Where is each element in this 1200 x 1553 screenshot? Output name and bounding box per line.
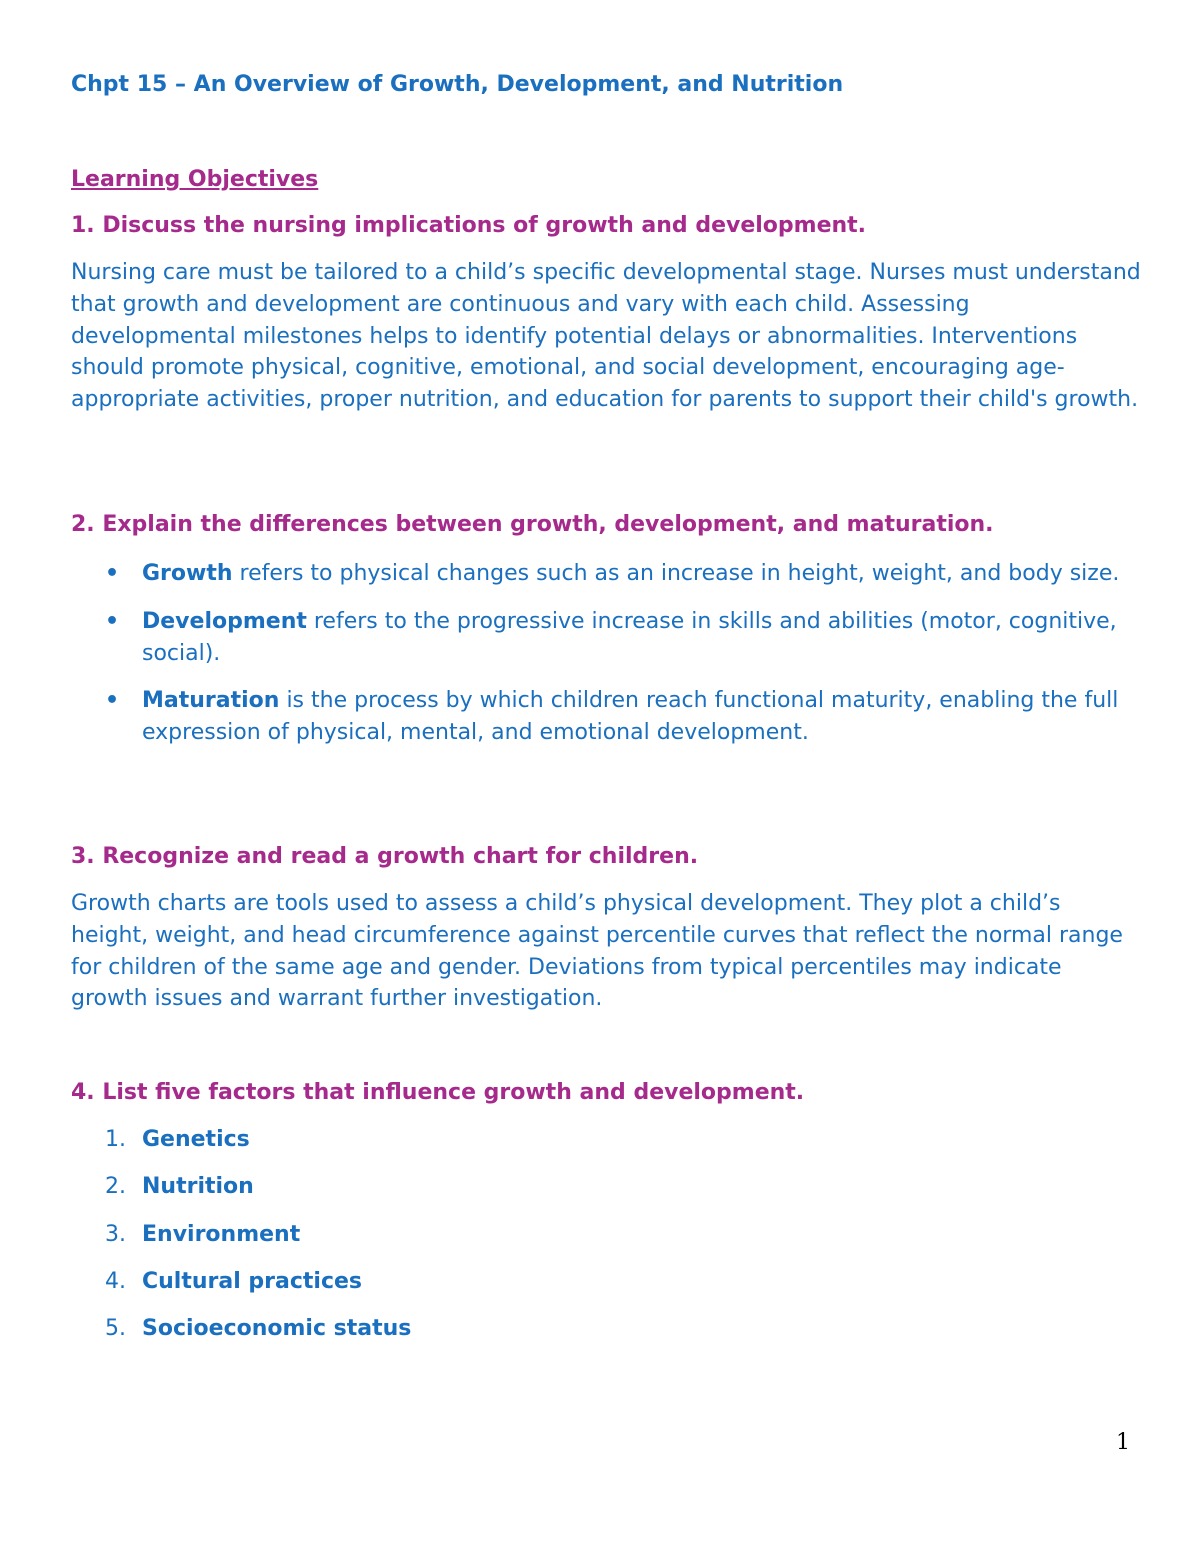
list-item: [71, 1125, 1141, 1172]
list-marker: 5.: [105, 1316, 126, 1342]
factor-label: Environment: [142, 1221, 301, 1247]
factor-label: Socioeconomic status: [142, 1316, 412, 1342]
learning-objectives-heading: Learning Objectives: [71, 167, 319, 192]
list-marker: 3.: [105, 1221, 126, 1247]
document-title: Chpt 15 – An Overview of Growth, Development, and Nutrition: [71, 72, 844, 97]
definition-growth: refers to physical changes such as an increase in height, weight, and body size.: [232, 561, 1120, 586]
objective-1-paragraph: Nursing care must be tailored to a child’s specific developmental stage. Nurses must understand that growth and development are continuous and vary with each child. Assessing developmental milestones helps to identify potential delays or abnormalities. Interventions should promote physical, cognitive, emotional, and social development, encouraging age-appropriate activities, proper nutrition, and education for parents to support their child's growth.: [71, 260, 1141, 413]
definition-maturation: is the process by which children reach functional maturity, enabling the full expression of physical, mental, and emotional development.: [142, 688, 1119, 746]
objective-4-heading: 4. List five factors that influence growth and development.: [71, 1080, 805, 1105]
list-item-development: [71, 606, 1141, 670]
bullet-icon: •: [105, 688, 120, 714]
factor-label: Cultural practices: [142, 1268, 363, 1294]
list-item-maturation: [71, 685, 1141, 749]
term-growth: Growth: [142, 561, 233, 586]
factor-label: Genetics: [142, 1127, 250, 1152]
list-marker: 4.: [105, 1268, 126, 1294]
list-item: [71, 1172, 1141, 1219]
bullet-icon: •: [105, 561, 120, 586]
list-marker: 1.: [105, 1127, 126, 1152]
list-item-growth: [71, 558, 1141, 590]
factors-list: [71, 1125, 1141, 1361]
term-development: Development: [142, 608, 307, 634]
bullet-icon: •: [105, 608, 120, 634]
factor-label: Nutrition: [142, 1174, 254, 1200]
list-item: [71, 1220, 1141, 1267]
list-marker: 2.: [105, 1174, 126, 1200]
page-number: 1: [1116, 1430, 1130, 1455]
objective-3-heading: 3. Recognize and read a growth chart for children.: [71, 844, 699, 869]
definition-development: refers to the progressive increase in skills and abilities (motor, cognitive, social).: [142, 608, 1117, 666]
definitions-list: [71, 558, 1141, 765]
objective-3-paragraph: Growth charts are tools used to assess a child’s physical development. They plot a child’s height, weight, and head circumference against percentile curves that reflect the normal range for children of the same age and gender. Deviations from typical percentiles may indicate growth issues and warrant further investigation.: [71, 891, 1123, 1012]
term-maturation: Maturation: [142, 688, 280, 714]
objective-1-heading: 1. Discuss the nursing implications of growth and development.: [71, 213, 867, 238]
list-item: [71, 1267, 1141, 1314]
list-item: [71, 1314, 1141, 1361]
objective-2-heading: 2. Explain the differences between growth, development, and maturation.: [71, 512, 994, 537]
